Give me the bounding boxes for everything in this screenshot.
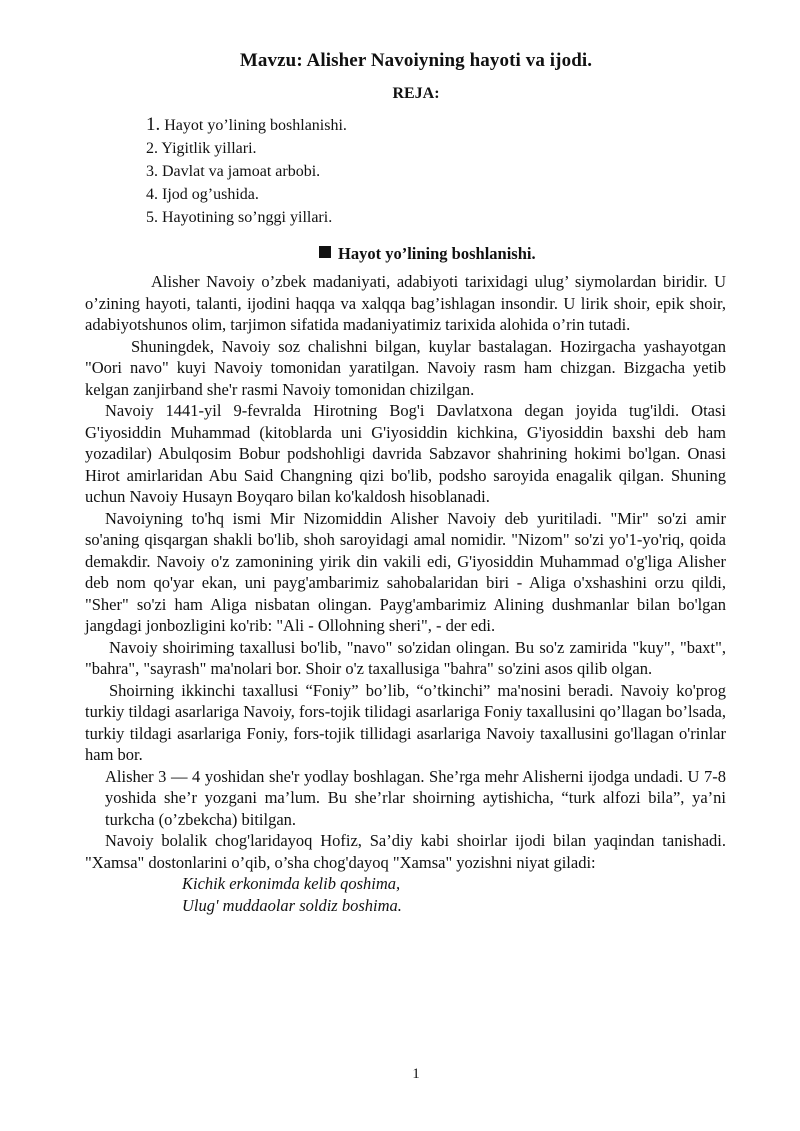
plan-item: [146, 183, 347, 206]
plan-item: [146, 206, 347, 229]
plan-item: [146, 113, 347, 137]
plan-item-text: Ijod og’ushida.: [158, 186, 259, 203]
plan-item-text: Davlat va jamoat arbobi.: [158, 163, 321, 180]
paragraph: Navoiyning to'hq ismi Mir Nizomiddin Alisher Navoiy deb yuritiladi. "Mir" so'zi amir so'aning qisqargan shakli bo'lib, shoh saroyidagi amal nomidir. "Nizom" so'zi yo'1-yo'riq, qoida demakdir. Navoiy o'z zamonining yirik din vakili edi, G'iyosiddin Muhammad o'g'liga Alisher deb nom qo'yar ekan, uni payg'ambarimiz sahobalaridan biri - Aliga o'xshashini orzu qildi, "Sher" so'zi ham Aliga nisbatan olingan. Payg'ambarimiz Alining dushmanlar bilan bo'lgan jangdagi jonbozligini ko'rib: "Ali - Ollohning sheri", - der edi.: [85, 508, 726, 635]
plan-item-text: Yigitlik yillari.: [158, 140, 257, 157]
plan-heading: REJA:: [392, 85, 440, 102]
plan-item-number: 4.: [146, 186, 158, 203]
plan-item-number: 3.: [146, 163, 158, 180]
plan-item: [146, 137, 347, 160]
poem-line: Kichik erkonimda kelib qoshima,: [182, 874, 401, 893]
paragraph: Navoiy bolalik chog'laridayoq Hofiz, Sa’diy kabi shoirlar ijodi bilan yaqindan tanishadi. "Xamsa" dostonlarini o’qib, o’sha chog'dayoq "Xamsa" yozishni niyat giladi:: [85, 831, 726, 872]
plan-item-number: 5.: [146, 209, 158, 226]
page-title: Mavzu: Alisher Navoiyning hayoti va ijodi.: [239, 50, 593, 71]
paragraph: Navoiy 1441-yil 9-fevralda Hirotning Bog'i Davlatxona degan joyida tug'ildi. Otasi G'iyosiddin Muhammad (kitoblarda uni G'iyosiddin kichkina, G'iyosiddin baxshi deb ham yozadilar) Abulqosim Bobur podshohligi davrida Sabzavor shahrining hokimi bo'lgan. Onasi Hirot amirlaridan Abu Said Changning qizi bo'lib, podsho saroyida enagalik qilgan. Shuning uchun Navoiy Husayn Boyqaro bilan ko'kaldosh hisoblanadi.: [85, 401, 726, 506]
plan-item-text: Hayot yo’lining boshlanishi.: [160, 117, 347, 134]
plan-item-number: 2.: [146, 140, 158, 157]
article-body: [85, 271, 726, 916]
plan-item-text: Hayotining so’nggi yillari.: [158, 209, 333, 226]
poem-line: Ulug' muddaolar soldiz boshima.: [182, 895, 402, 915]
black-square-bullet-icon: [319, 246, 331, 258]
plan-item-number: 1.: [146, 114, 161, 135]
paragraph: Shoirning ikkinchi taxallusi “Foniy” bo’lib, “o’tkinchi” ma'nosini beradi. Navoiy ko'prog turkiy tildagi asarlariga Navoiy, fors-tojik tilidagi asarlariga Foniy taxallusini qo’llagan bo’lsada, turkiy tildagi asarlariga Foniy, fors-tojik tillidagi asarlariga Navoiy taxallusini go'llagan o'rinlar ham bor.: [85, 680, 726, 764]
paragraph: Alisher 3 — 4 yoshidan she'r yodlay boshlagan. She’rga mehr Alisherni ijodga undadi. U 7-8 yoshida she’r yozgani ma’lum. Bu she’rlar shoirning aytishicha, “turk alfozi bila”, ya’ni turkcha (o’zbekcha) bitilgan.: [105, 766, 726, 829]
paragraph: Alisher Navoiy o’zbek madaniyati, adabiyoti tarixidagi ulug’ siymolardan biridir. U o’zining hayoti, talanti, ijodini haqqa va xalqqa bag’ishlagan insondir. U lirik shoir, epik shoir, adabiyotshunos olim, tarjimon sifatida madaniyatimiz tarixida alohida o’rin tutadi.: [85, 272, 726, 334]
paragraph: Shuningdek, Navoiy soz chalishni bilgan, kuylar bastalagan. Hozirgacha yashayotgan "Oori navo" kuyi Navoiy tomonidan yaratilgan. Navoiy rasm ham chizgan. Bizgacha yetib kelgan zanjirband she'r rasmi Navoiy tomonidan chizilgan.: [85, 336, 726, 399]
plan-item: [146, 160, 347, 183]
section-heading: [319, 244, 536, 264]
plan-list: [146, 113, 347, 229]
section-heading-text: Hayot yo’lining boshlanishi.: [338, 244, 536, 263]
paragraph: Navoiy shoiriming taxallusi bo'lib, "navo" so'zidan olingan. Bu so'z zamirida "kuy", "baxt", "bahra", "sayrash" ma'nolari bor. Shoir o'z taxallusiga "bahra" so'zini asos qilib olgan.: [85, 637, 726, 678]
page-number: 1: [412, 1066, 420, 1082]
